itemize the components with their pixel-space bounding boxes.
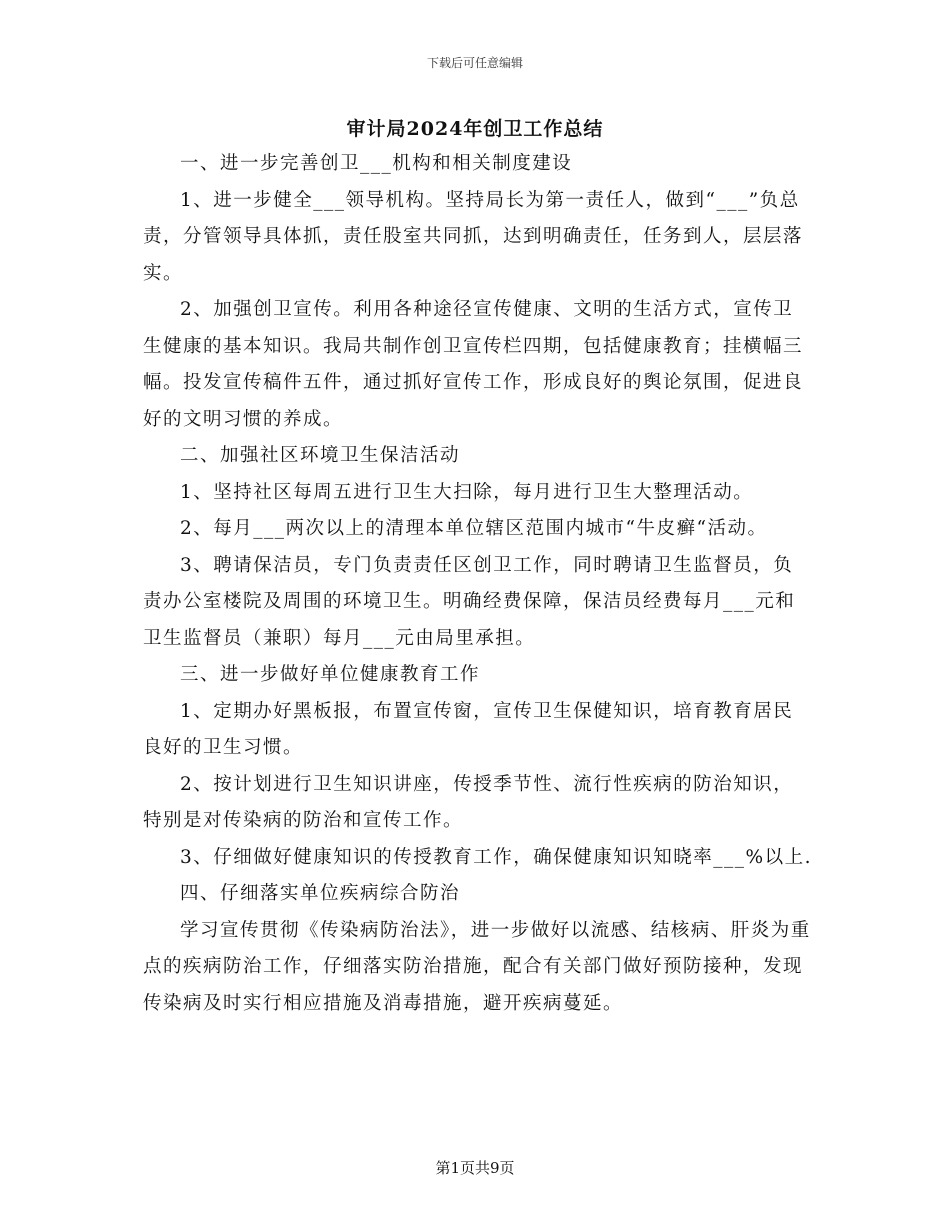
paragraph: 3、聘请保洁员，专门负责责任区创卫工作，同时聘请卫生监督员，负责办公室楼院及周围的环境卫生。明确经费保障，保洁员经费每月___元和卫生监督员（兼职）每月___元由局里承担。 <box>143 554 796 649</box>
page-footer: 第1页共9页 <box>435 1159 515 1177</box>
paragraph: 学习宣传贯彻《传染病防治法》，进一步做好以流感、结核病、肝炎为重点的疾病防治工作，仔细落实防治措施，配合有关部门做好预防接种，发现传染病及时实行相应措施及消毒措施，避开疾病蔓延。 <box>143 919 811 1014</box>
paragraph: 1、定期办好黑板报，布置宣传窗，宣传卫生保健知识，培育教育居民良好的卫生习惯。 <box>143 700 794 758</box>
document-body <box>143 146 813 1022</box>
paragraph: 2、按计划进行卫生知识讲座，传授季节性、流行性疾病的防治知识，特别是对传染病的防治和宣传工作。 <box>143 773 794 831</box>
paragraph: 2、每月___两次以上的清理本单位辖区范围内城市“牛皮癣“活动。 <box>180 518 768 539</box>
paragraph: 3、仔细做好健康知识的传授教育工作，确保健康知识知晓率___%以上. <box>180 846 812 868</box>
section-heading-1: 一、进一步完善创卫___机构和相关制度建设 <box>180 153 573 174</box>
section-heading-2: 二、加强社区环境卫生保洁活动 <box>180 445 461 466</box>
section-heading-3: 三、进一步做好单位健康教育工作 <box>180 664 481 685</box>
paragraph: 1、进一步健全___领导机构。坚持局长为第一责任人，做到“___”负总责，分管领导具体抓，责任股室共同抓，达到明确责任，任务到人，层层落实。 <box>143 189 804 284</box>
header-note: 下载后可任意编辑 <box>426 56 523 70</box>
paragraph: 1、坚持社区每周五进行卫生大扫除，每月进行卫生大整理活动。 <box>180 481 754 503</box>
paragraph: 2、加强创卫宣传。利用各种途径宣传健康、文明的生活方式，宣传卫生健康的基本知识。我局共制作创卫宣传栏四期，包括健康教育；挂横幅三幅。投发宣传稿件五件，通过抓好宣传工作，形成良好的舆论氛围，促进良好的文明习惯的养成。 <box>143 299 804 430</box>
document-title: 审计局2024年创卫工作总结 <box>346 118 604 140</box>
section-heading-4: 四、仔细落实单位疾病综合防治 <box>180 883 461 904</box>
